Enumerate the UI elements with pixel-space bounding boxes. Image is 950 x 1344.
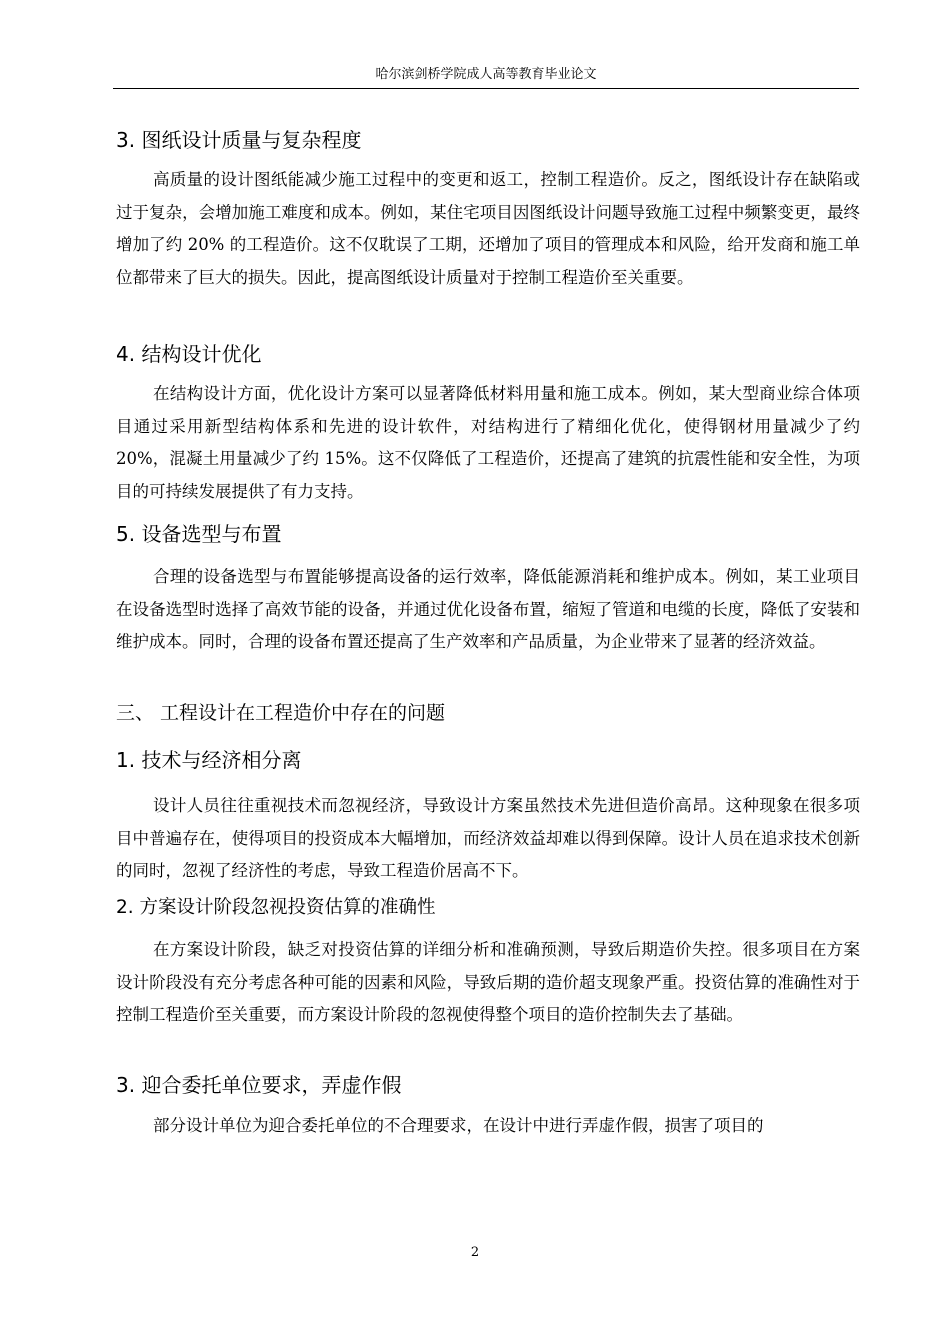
- page-header: 哈尔滨剑桥学院成人高等教育毕业论文: [375, 67, 597, 82]
- section-heading-equipment: 5. 设备选型与布置: [116, 522, 282, 546]
- paragraph-equipment: 合理的设备选型与布置能够提高设备的运行效率，降低能源消耗和维护成本。例如，某工业项目在设备选型时选择了高效节能的设备，并通过优化设备布置，缩短了管道和电缆的长度，降低了安装和维护成本。同时，合理的设备布置还提高了生产效率和产品质量，为企业带来了显著的经济效益。: [116, 567, 860, 651]
- section-heading-structure-optimization: 4. 结构设计优化: [116, 342, 262, 366]
- page-number: 2: [470, 1245, 480, 1260]
- paragraph-tech-economy: 设计人员往往重视技术而忽视经济，导致设计方案虽然技术先进但造价高昂。这种现象在很多项目中普遍存在，使得项目的投资成本大幅增加，而经济效益却难以得到保障。设计人员在追求技术创新的同时，忽视了经济性的考虑，导致工程造价居高不下。: [116, 796, 860, 880]
- section-heading-drawing-quality: 3. 图纸设计质量与复杂程度: [116, 128, 362, 152]
- section-heading-tech-economy: 1. 技术与经济相分离: [116, 748, 302, 772]
- paragraph-structure-optimization: 在结构设计方面，优化设计方案可以显著降低材料用量和施工成本。例如，某大型商业综合体项目通过采用新型结构体系和先进的设计软件，对结构进行了精细化优化，使得钢材用量减少了约 20%，混凝土用量减少了约 15%。这不仅降低了工程造价，还提高了建筑的抗震性能和安全性，为项目的可持续发展提供了有力支持。: [116, 384, 860, 501]
- chapter-heading-problems: 三、 工程设计在工程造价中存在的问题: [116, 702, 446, 724]
- section-heading-falsification: 3. 迎合委托单位要求，弄虚作假: [116, 1073, 402, 1097]
- paragraph-drawing-quality: 高质量的设计图纸能减少施工过程中的变更和返工，控制工程造价。反之，图纸设计存在缺陷或过于复杂，会增加施工难度和成本。例如，某住宅项目因图纸设计问题导致施工过程中频繁变更，最终增加了约 20% 的工程造价。这不仅耽误了工期，还增加了项目的管理成本和风险，给开发商和施工单位都带来了巨大的损失。因此，提高图纸设计质量对于控制工程造价至关重要。: [116, 170, 860, 287]
- paragraph-falsification: 部分设计单位为迎合委托单位的不合理要求，在设计中进行弄虚作假，损害了项目的: [153, 1116, 764, 1135]
- paragraph-investment-estimate: 在方案设计阶段，缺乏对投资估算的详细分析和准确预测，导致后期造价失控。很多项目在方案设计阶段没有充分考虑各种可能的因素和风险，导致后期的造价超支现象严重。投资估算的准确性对于控制工程造价至关重要，而方案设计阶段的忽视使得整个项目的造价控制失去了基础。: [116, 940, 860, 1024]
- section-heading-investment-estimate: 2. 方案设计阶段忽视投资估算的准确性: [116, 897, 436, 918]
- header-divider: [113, 88, 859, 89]
